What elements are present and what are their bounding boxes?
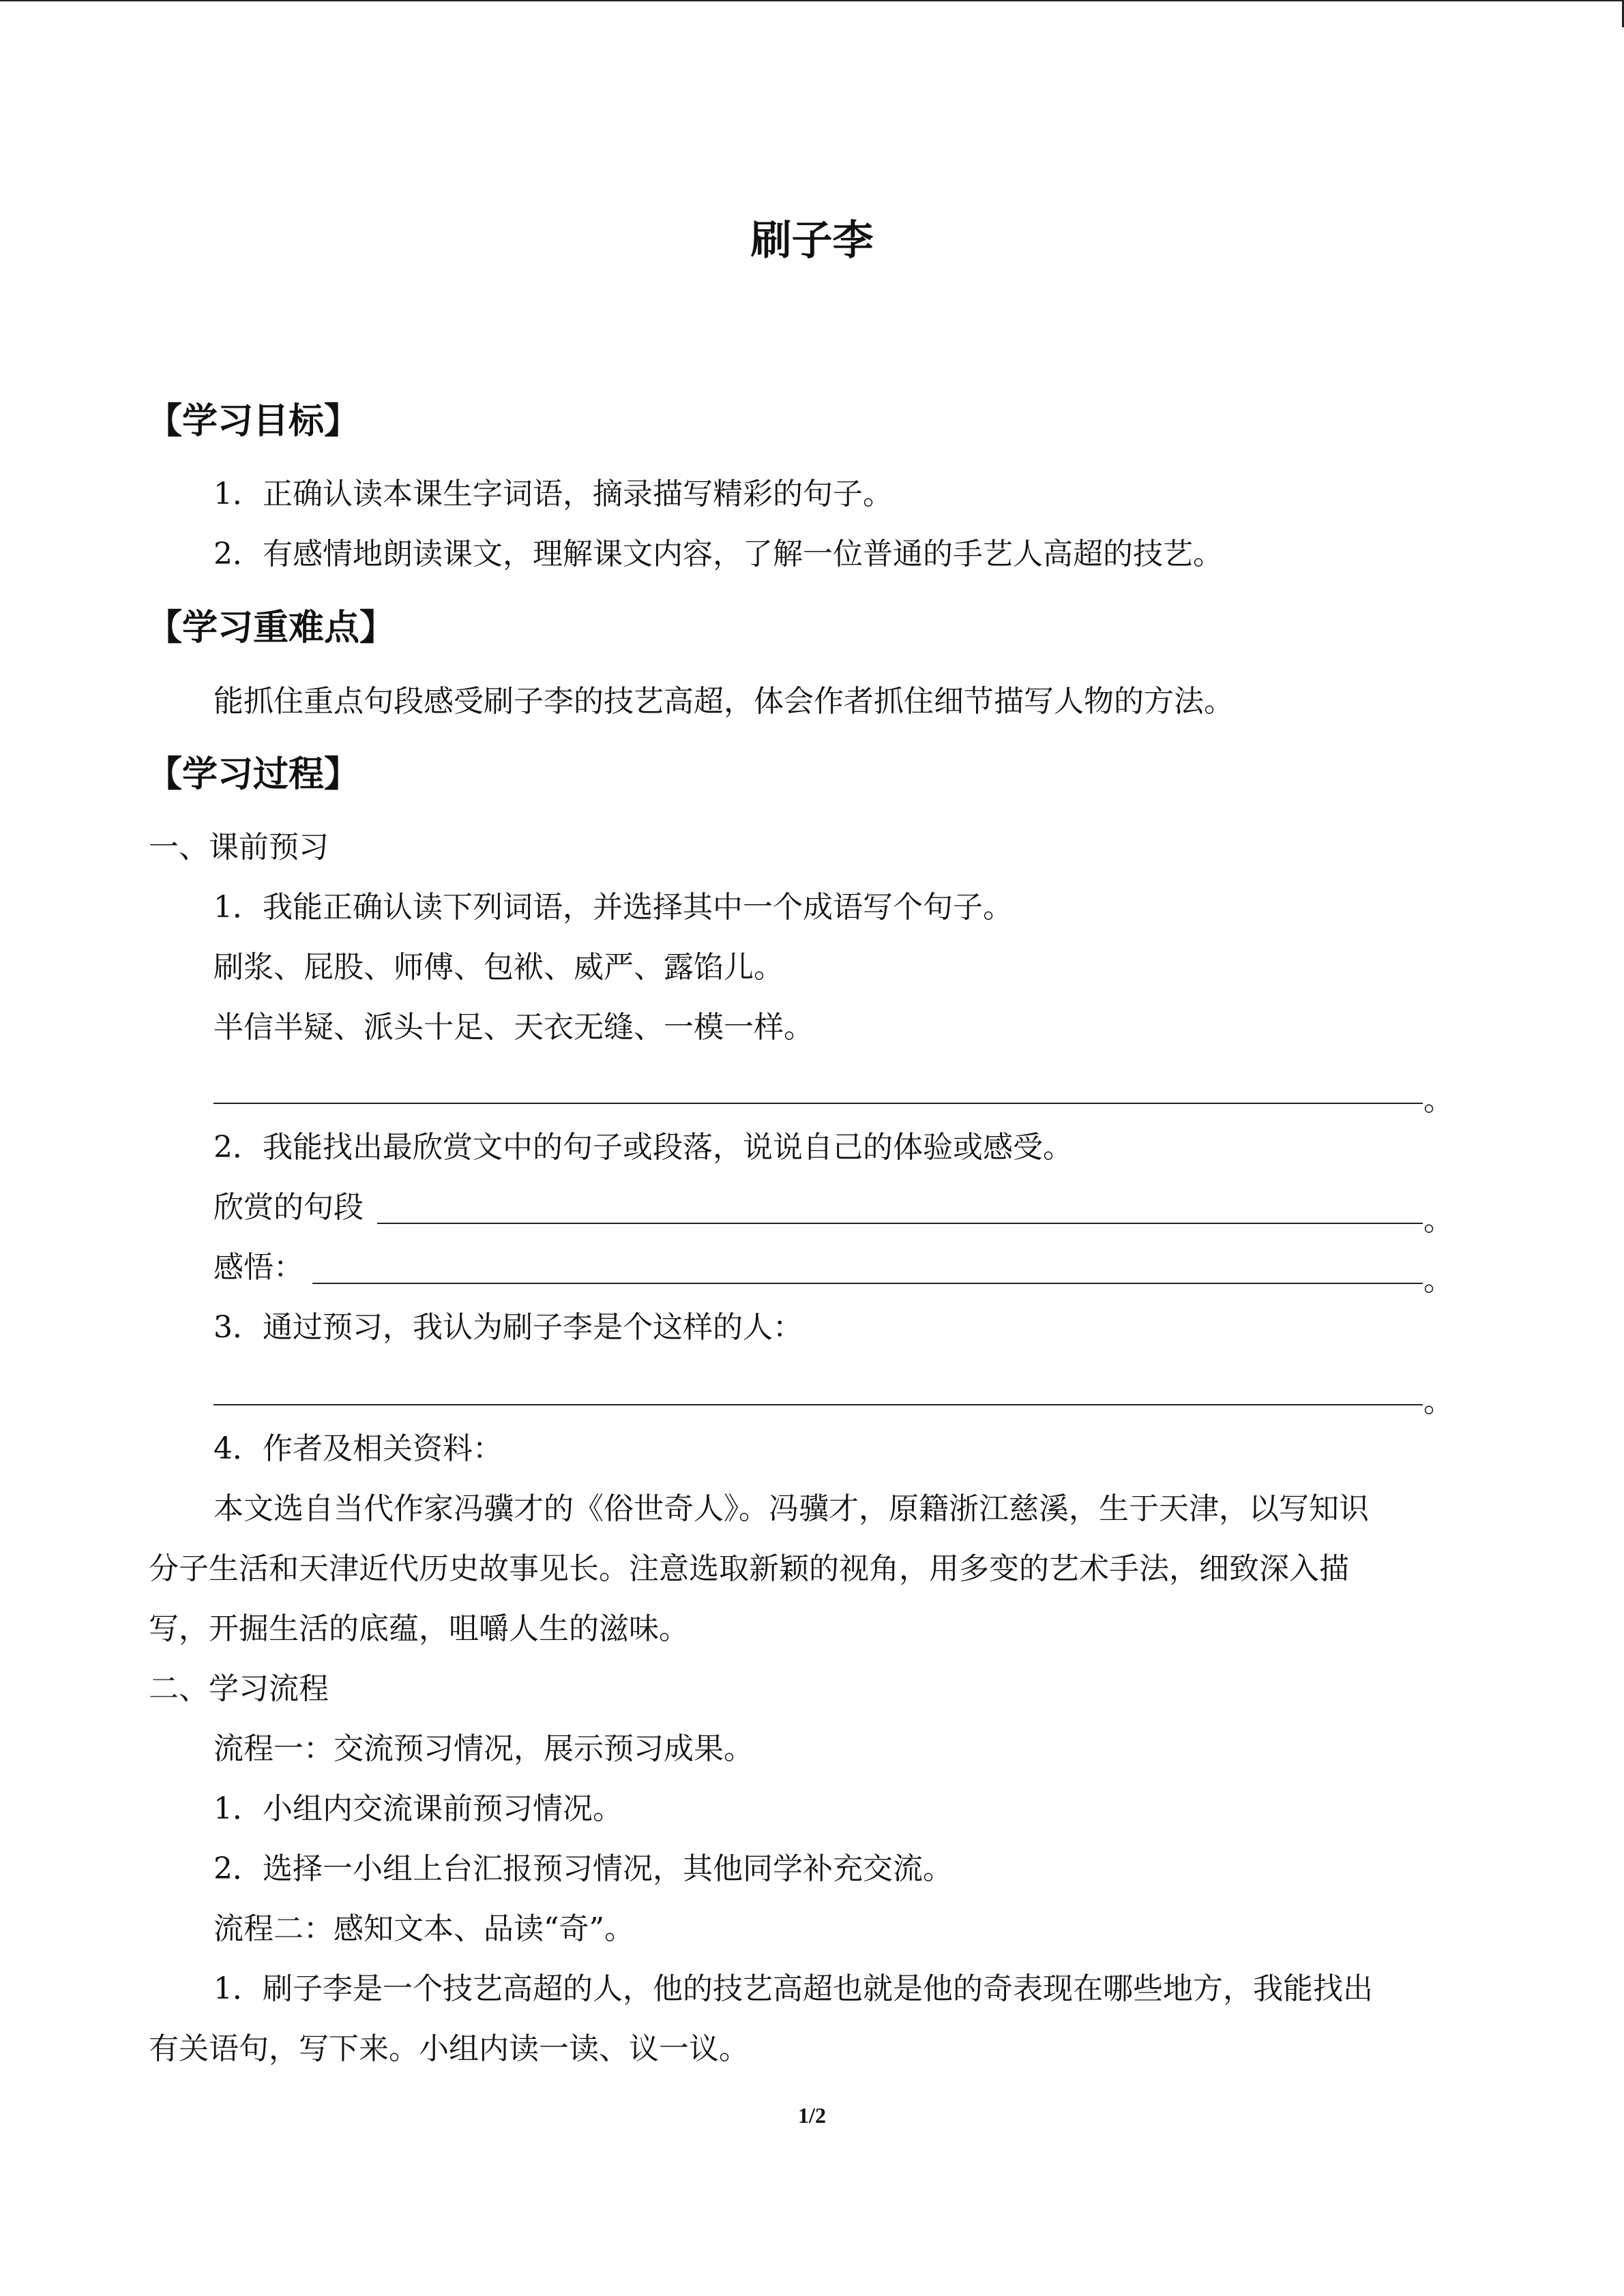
author-paragraph-line-1: 本文选自当代作家冯骥才的《俗世奇人》。冯骥才，原籍浙江慈溪，生于天津，以写知识 xyxy=(213,1491,1369,1526)
appreciate-label: 欣赏的句段 xyxy=(213,1190,364,1225)
part1-question-4: 4．作者及相关资料： xyxy=(213,1431,503,1466)
goal-item-1: 1．正确认读本课生字词语，摘录描写精彩的句子。 xyxy=(213,477,893,511)
word-list-1: 刷浆、屁股、师傅、包袱、威严、露馅儿。 xyxy=(213,950,784,985)
appreciate-answer-line[interactable] xyxy=(377,1223,1423,1224)
key-point-text: 能抓住重点句段感受刷子李的技艺高超，体会作者抓住细节描写人物的方法。 xyxy=(213,684,1234,719)
flow2-item-1-line-2: 有关语句，写下来。小组内读一读、议一议。 xyxy=(149,2031,749,2066)
flow2-title: 流程二：感知文本、品读“奇”。 xyxy=(213,1911,634,1946)
sentence-answer-line[interactable] xyxy=(213,1103,1423,1104)
flow1-title: 流程一：交流预习情况，展示预习成果。 xyxy=(213,1731,754,1766)
part1-question-2: 2．我能找出最欣赏文中的句子或段落，说说自己的体验或感受。 xyxy=(213,1130,1073,1165)
person-answer-line[interactable] xyxy=(213,1404,1423,1405)
part1-question-3: 3．通过预习，我认为刷子李是个这样的人： xyxy=(213,1310,803,1345)
page-number: 1/2 xyxy=(798,2103,826,2128)
part2-title: 二、学习流程 xyxy=(149,1671,329,1706)
author-paragraph-line-2: 分子生活和天津近代历史故事见长。注意选取新颖的视角，用多变的艺术手法，细致深入描 xyxy=(149,1551,1349,1586)
goal-item-2: 2．有感情地朗读课文，理解课文内容，了解一位普通的手艺人高超的技艺。 xyxy=(213,537,1223,571)
part1-question-1: 1．我能正确认读下列词语，并选择其中一个成语写个句子。 xyxy=(213,890,1013,925)
period-mark: 。 xyxy=(1423,1203,1453,1238)
period-mark: 。 xyxy=(1423,1384,1453,1419)
author-paragraph-line-3: 写，开掘生活的底蕴，咀嚼人生的滋味。 xyxy=(149,1611,689,1646)
flow2-item-1-line-1: 1．刷子李是一个技艺高超的人，他的技艺高超也就是他的奇表现在哪些地方，我能找出 xyxy=(213,1971,1373,2006)
flow1-item-2: 2．选择一小组上台汇报预习情况，其他同学补充交流。 xyxy=(213,1851,953,1886)
feeling-label: 感悟： xyxy=(213,1250,304,1285)
period-mark: 。 xyxy=(1423,1083,1453,1118)
heading-goals: 【学习目标】 xyxy=(147,401,360,442)
heading-key-points: 【学习重难点】 xyxy=(147,608,396,648)
feeling-answer-line[interactable] xyxy=(312,1283,1423,1284)
heading-process: 【学习过程】 xyxy=(147,754,360,795)
word-list-2: 半信半疑、派头十足、天衣无缝、一模一样。 xyxy=(213,1010,814,1045)
page-title: 刷子李 xyxy=(750,217,874,265)
page-top-border xyxy=(0,0,1623,1)
period-mark: 。 xyxy=(1423,1263,1453,1298)
flow1-item-1: 1．小组内交流课前预习情况。 xyxy=(213,1791,623,1826)
part1-title: 一、课前预习 xyxy=(149,830,329,865)
